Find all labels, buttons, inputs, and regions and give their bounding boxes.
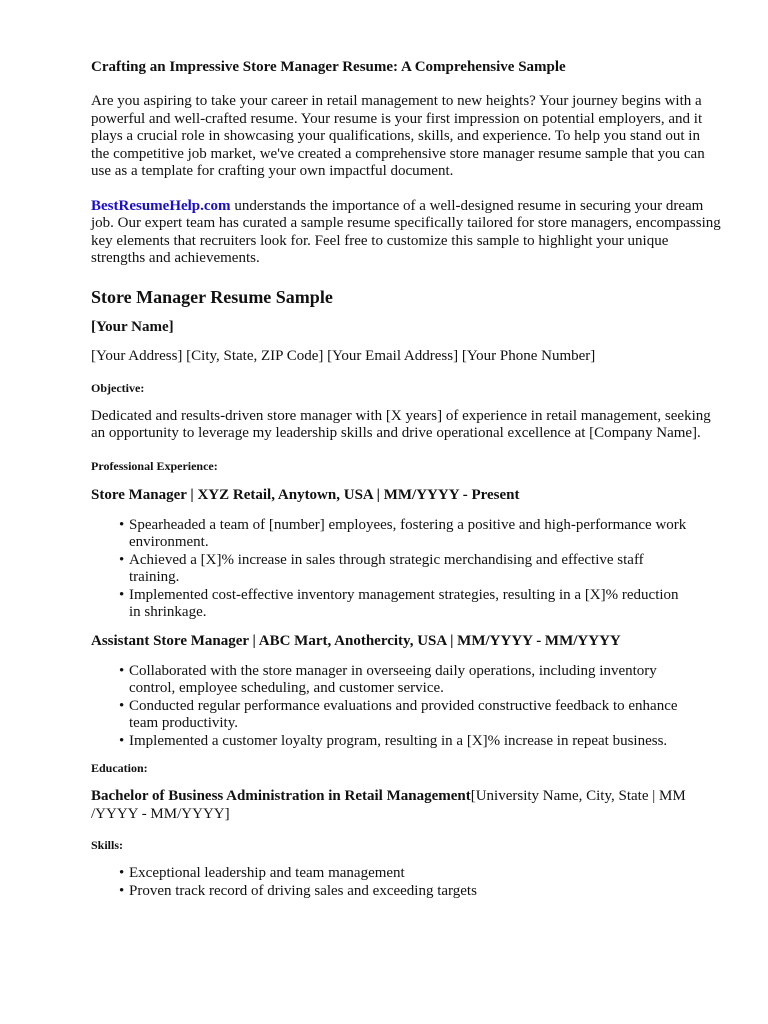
education-label: Education: [91,761,148,775]
objective-label: Objective: [91,380,145,395]
resume-contact: [Your Address] [City, State, ZIP Code] [Your Email Address] [Your Phone Number] [91,347,596,364]
brand-paragraph [91,198,721,268]
list-item: • Exceptional leadership and team management [119,865,405,881]
job-1-bullet-list [91,517,721,622]
resume-name: [Your Name] [91,318,174,335]
document-title: Crafting an Impressive Store Manager Resume: A Comprehensive Sample [91,59,566,75]
bullet-icon: • [119,865,125,881]
degree-details: [University Name, City, State | MM /YYYY - MM/YYYY] [91,788,686,822]
skills-bullet-list [91,865,721,900]
list-item: • Achieved a [X]% increase in sales through strategic merchandising and effective staff training. [119,551,644,585]
job-title-1: Store Manager | XYZ Retail, Anytown, USA | MM/YYYY - Present [91,486,520,503]
experience-label: Professional Experience: [91,458,218,473]
bullet-icon: • [119,551,125,568]
list-item: • Conducted regular performance evaluations and provided constructive feedback to enhance team productivity. [119,697,678,731]
resume-heading: Store Manager Resume Sample [91,286,333,307]
list-item: • Proven track record of driving sales and exceeding targets [119,882,477,899]
bullet-icon: • [119,516,125,533]
brand-paragraph-text: understands the importance of a well-designed resume in securing your dream job. Our expert team has curated a sample resume specifically tailored for store managers, encompassing key elements that recruiters look for. Feel free to customize this sample to highlight your unique strengths and achievements. [91,197,721,266]
bullet-icon: • [119,882,125,899]
document-page [91,58,721,910]
intro-paragraph: Are you aspiring to take your career in retail management to new heights? Your journey begins with a powerful and well-crafted resume. Your resume is your first impression on potential employers, and it plays a crucial role in showcasing your qualifications, skills, and experience. To help you stand out in the competitive job market, we've created a comprehensive store manager resume sample that you can use as a template for crafting your own impactful document. [91,93,705,179]
degree-title: Bachelor of Business Administration in Retail Management [91,788,471,804]
list-item: • Collaborated with the store manager in overseeing daily operations, including inventory control, employee scheduling, and customer service. [119,662,657,696]
bullet-icon: • [119,662,125,679]
job-title-2: Assistant Store Manager | ABC Mart, Anothercity, USA | MM/YYYY - MM/YYYY [91,632,621,649]
brand-link[interactable]: BestResumeHelp.com [91,197,231,214]
bullet-icon: • [119,732,125,749]
list-item: • Implemented a customer loyalty program, resulting in a [X]% increase in repeat business. [119,732,668,749]
list-item: • Implemented cost-effective inventory management strategies, resulting in a [X]% reduction in shrinkage. [119,586,679,620]
job-2-bullet-list [91,663,721,751]
list-item: • Spearheaded a team of [number] employees, fostering a positive and high-performance work environment. [119,516,687,550]
skills-label: Skills: [91,838,124,852]
objective-text: Dedicated and results-driven store manager with [X years] of experience in retail management, seeking an opportunity to leverage my leadership skills and drive operational excellence at [Company Name]. [91,407,711,441]
education-entry [91,788,721,823]
bullet-icon: • [119,586,125,603]
bullet-icon: • [119,697,125,714]
